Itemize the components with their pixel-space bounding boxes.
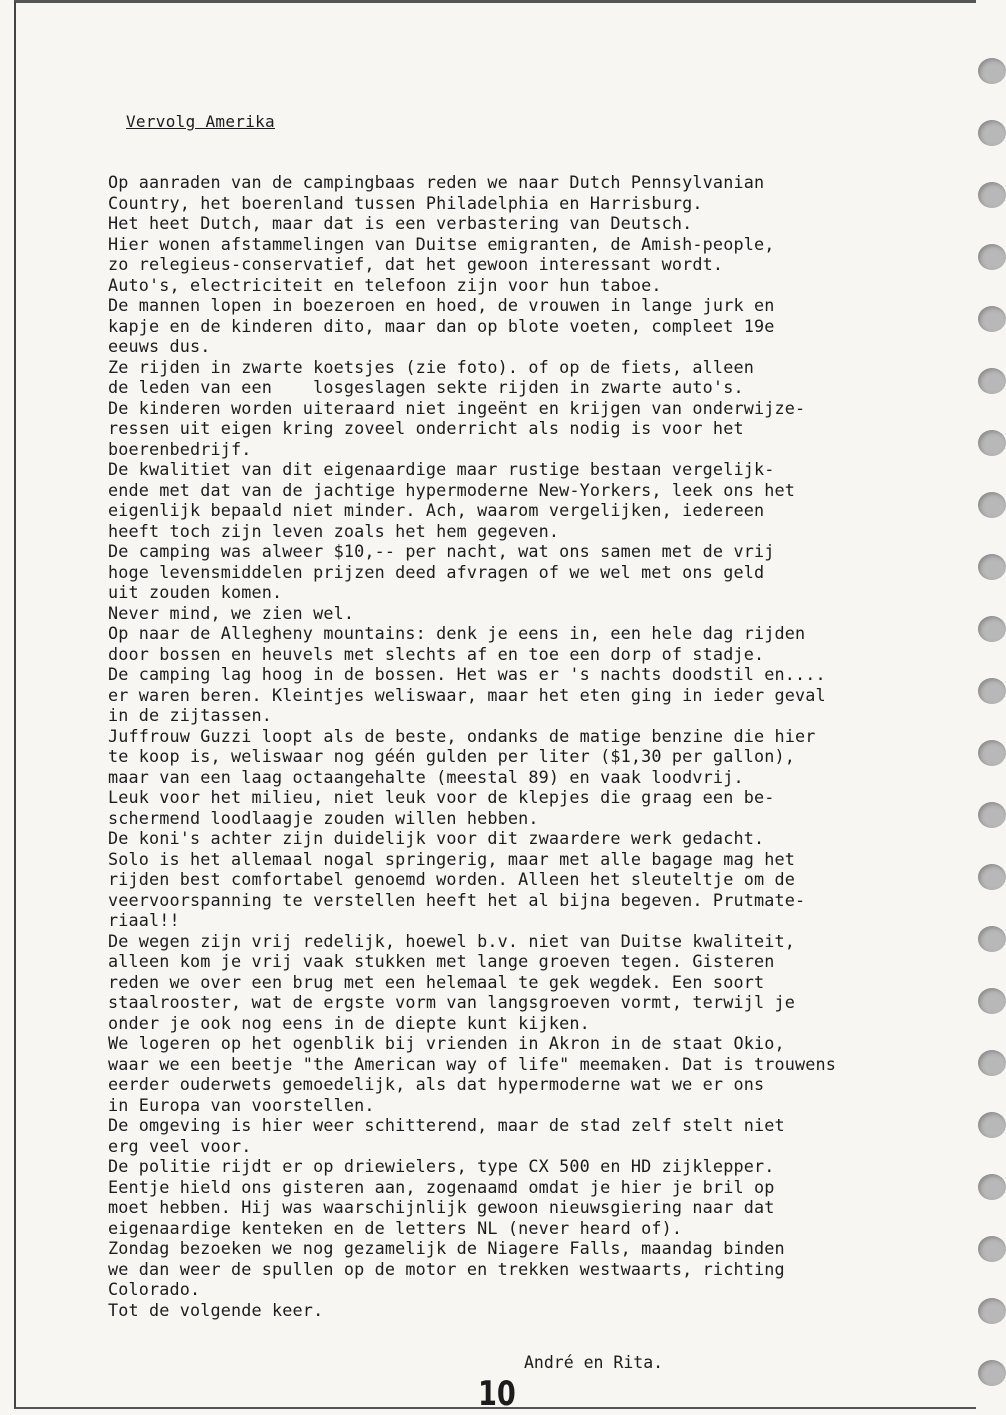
text-line: eigenaardige kenteken en de letters NL (never heard of). bbox=[108, 1217, 683, 1238]
text-line: de leden van een losgeslagen sekte rijden in zwarte auto's. bbox=[108, 377, 744, 397]
text-line: uit zouden komen. bbox=[108, 582, 283, 602]
text-line: Tot de volgende keer. bbox=[108, 1299, 324, 1320]
binder-hole-icon bbox=[978, 1050, 1006, 1076]
page-heading: Vervolg Amerika bbox=[126, 112, 275, 131]
text-line: Het heet Dutch, maar dat is een verbastering van Deutsch. bbox=[108, 213, 693, 233]
text-line: De wegen zijn vrij redelijk, hoewel b.v. niet van Duitse kwaliteit, bbox=[108, 930, 795, 951]
text-line: onder je ook nog eens in de diepte kunt kijken. bbox=[108, 1012, 590, 1033]
text-line: eerder ouderwets gemoedelijk, als dat hypermoderne wat we er ons bbox=[108, 1074, 765, 1094]
binder-hole-icon bbox=[978, 1298, 1006, 1324]
text-line: rijden best comfortabel genoemd worden. Alleen het sleuteltje om de bbox=[108, 869, 795, 889]
text-line: De kinderen worden uiteraard niet ingeënt en krijgen van onderwijze- bbox=[108, 397, 806, 418]
text-line: Juffrouw Guzzi loopt als de beste, ondanks de matige benzine die hier bbox=[108, 725, 816, 746]
page-number: 10 bbox=[478, 1374, 516, 1414]
text-line: te koop is, weliswaar nog géén gulden per liter ($1,30 per gallon), bbox=[108, 746, 795, 766]
text-line: Eentje hield ons gisteren aan, zogenaamd omdat je hier je bril op bbox=[108, 1176, 775, 1197]
text-line: moet hebben. Hij was waarschijnlijk gewoon nieuwsgiering naar dat bbox=[108, 1197, 775, 1217]
text-line: door bossen en heuvels met slechts af en toe een dorp of stadje. bbox=[108, 643, 765, 664]
binder-hole-icon bbox=[978, 678, 1006, 704]
binder-hole-icon bbox=[978, 1174, 1006, 1200]
binder-hole-icon bbox=[978, 926, 1006, 952]
text-line: heeft toch zijn leven zoals het hem gegeven. bbox=[108, 520, 560, 541]
text-line: De kwalitiet van dit eigenaardige maar rustige bestaan vergelijk- bbox=[108, 459, 775, 479]
text-line: De omgeving is hier weer schitterend, maar de stad zelf stelt niet bbox=[108, 1115, 785, 1135]
text-line: Zondag bezoeken we nog gezamelijk de Niagere Falls, maandag binden bbox=[108, 1238, 785, 1258]
text-line: we dan weer de spullen op de motor en trekken westwaarts, richting bbox=[108, 1258, 785, 1279]
text-line: Never mind, we zien wel. bbox=[108, 602, 355, 623]
text-line: De camping was alweer $10,-- per nacht, wat ons samen met de vrij bbox=[108, 541, 775, 561]
text-line: ende met dat van de jachtige hypermoderne New-Yorkers, leek ons het bbox=[108, 479, 795, 500]
binder-hole-icon bbox=[978, 120, 1006, 146]
text-line: De koni's achter zijn duidelijk voor dit zwaardere werk gedacht. bbox=[108, 828, 765, 848]
binder-hole-icon bbox=[978, 988, 1006, 1014]
binder-hole-icon bbox=[978, 1236, 1006, 1262]
binder-hole-icon bbox=[978, 306, 1006, 332]
text-line: er waren beren. Kleintjes weliswaar, maar het eten ging in ieder geval bbox=[108, 684, 826, 705]
text-line: De mannen lopen in boezeroen en hoed, de vrouwen in lange jurk en bbox=[108, 295, 775, 315]
binder-hole-icon bbox=[978, 616, 1006, 642]
text-line: Leuk voor het milieu, niet leuk voor de klepjes die graag een be- bbox=[108, 787, 775, 807]
text-line: We logeren op het ogenblik bij vrienden in Akron in de staat Okio, bbox=[108, 1033, 785, 1053]
text-line: Hier wonen afstammelingen van Duitse emigranten, de Amish-people, bbox=[108, 233, 775, 254]
text-line: Solo is het allemaal nogal springerig, maar met alle bagage mag het bbox=[108, 848, 795, 869]
text-line: riaal!! bbox=[108, 910, 180, 930]
text-line: veervoorspanning te verstellen heeft het al bijna begeven. Prutmate- bbox=[108, 889, 806, 910]
binder-hole-icon bbox=[978, 554, 1006, 580]
text-line: zo relegieus-conservatief, dat het gewoon interessant wordt. bbox=[108, 254, 724, 274]
binder-hole-icon bbox=[978, 1112, 1006, 1138]
text-line: De camping lag hoog in de bossen. Het was er 's nachts doodstil en.... bbox=[108, 664, 826, 684]
signature: André en Rita. bbox=[524, 1353, 664, 1372]
text-line: De politie rijdt er op driewielers, type CX 500 en HD zijklepper. bbox=[108, 1156, 775, 1176]
binder-hole-icon bbox=[978, 492, 1006, 518]
text-line: ressen uit eigen kring zoveel onderricht als nodig is voor het bbox=[108, 418, 744, 438]
text-line: staalrooster, wat de ergste vorm van langsgroeven vormt, terwijl je bbox=[108, 992, 795, 1012]
binder-hole-icon bbox=[978, 864, 1006, 890]
binder-hole-icon bbox=[978, 802, 1006, 828]
text-line: Auto's, electriciteit en telefoon zijn voor hun taboe. bbox=[108, 274, 662, 295]
binder-hole-icon bbox=[978, 58, 1006, 84]
text-line: boerenbedrijf. bbox=[108, 438, 252, 459]
binder-hole-icon bbox=[978, 1360, 1006, 1386]
text-line: eigenlijk bepaald niet minder. Ach, waarom vergelijken, iedereen bbox=[108, 500, 765, 520]
text-line: Country, het boerenland tussen Philadelphia en Harrisburg. bbox=[108, 192, 703, 213]
text-line: in Europa van voorstellen. bbox=[108, 1094, 375, 1115]
text-line: in de zijtassen. bbox=[108, 705, 273, 725]
text-line: Op aanraden van de campingbaas reden we naar Dutch Pennsylvanian bbox=[108, 172, 765, 192]
text-line: maar van een laag octaangehalte (meestal 89) en vaak loodvrij. bbox=[108, 766, 744, 787]
text-line: erg veel voor. bbox=[108, 1135, 252, 1156]
text-line: Ze rijden in zwarte koetsjes (zie foto). of op de fiets, alleen bbox=[108, 356, 754, 377]
text-line: kapje en de kinderen dito, maar dan op blote voeten, compleet 19e bbox=[108, 315, 775, 336]
text-line: reden we over een brug met een helemaal te gek wegdek. Een soort bbox=[108, 971, 765, 992]
text-line: alleen kom je vrij vaak stukken met lange groeven tegen. Gisteren bbox=[108, 951, 775, 971]
binder-hole-icon bbox=[978, 182, 1006, 208]
binder-hole-icon bbox=[978, 430, 1006, 456]
text-line: waar we een beetje "the American way of life" meemaken. Dat is trouwens bbox=[108, 1053, 836, 1074]
text-line: schermend loodlaagje zouden willen hebben. bbox=[108, 807, 539, 828]
text-line: hoge levensmiddelen prijzen deed afvragen of we wel met ons geld bbox=[108, 561, 765, 582]
binder-hole-icon bbox=[978, 740, 1006, 766]
text-line: Op naar de Allegheny mountains: denk je eens in, een hele dag rijden bbox=[108, 623, 806, 643]
text-line: eeuws dus. bbox=[108, 336, 211, 356]
text-line: Colorado. bbox=[108, 1279, 201, 1299]
binder-hole-icon bbox=[978, 368, 1006, 394]
binder-hole-icon bbox=[978, 244, 1006, 270]
article-body bbox=[108, 172, 973, 1320]
